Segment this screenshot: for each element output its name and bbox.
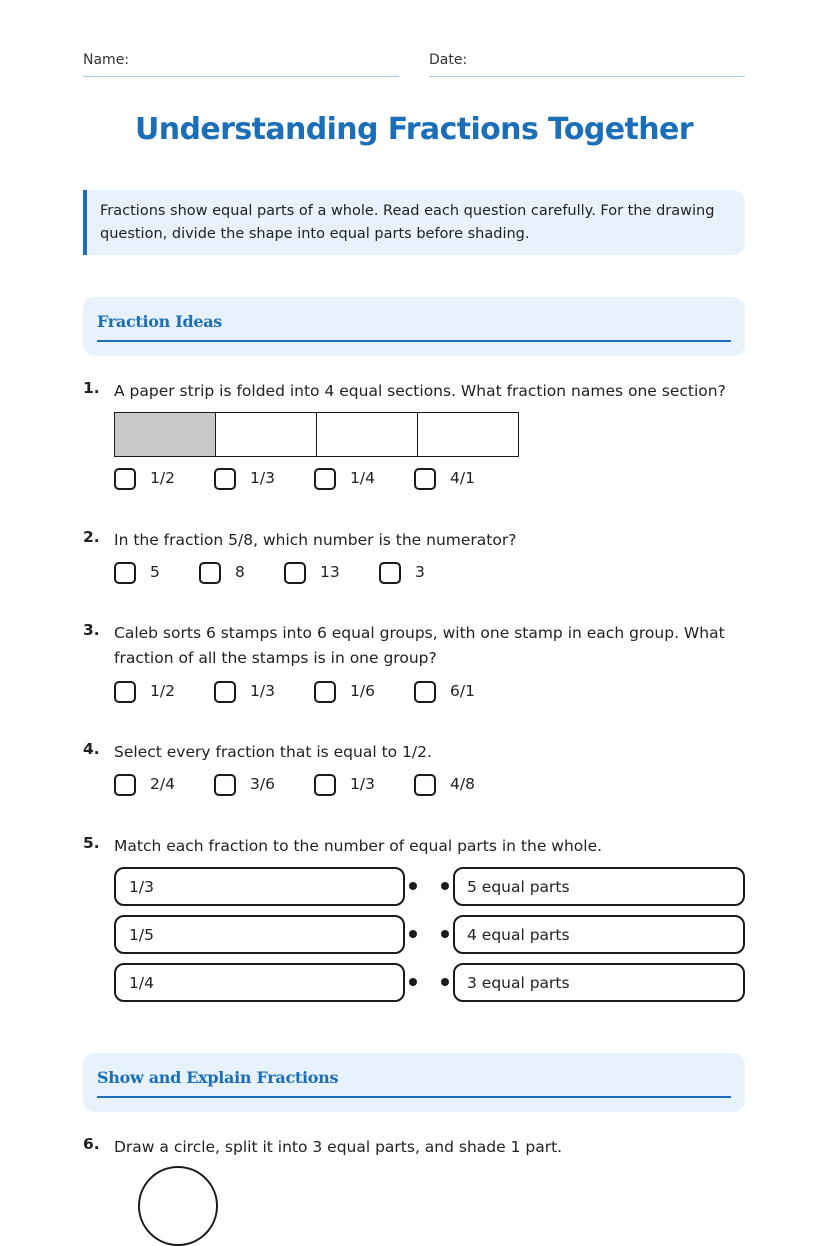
checkbox[interactable] xyxy=(114,562,136,584)
option-label: 5 xyxy=(150,563,160,581)
section-show-and-explain xyxy=(83,1053,745,1112)
checkbox[interactable] xyxy=(414,468,436,490)
option-label: 3 xyxy=(415,563,425,581)
name-field[interactable] xyxy=(83,52,399,77)
checkbox[interactable] xyxy=(214,681,236,703)
section-title: Fraction Ideas xyxy=(97,312,222,331)
question-text: In the fraction 5/8, which number is the numerator? xyxy=(114,531,517,549)
checkbox[interactable] xyxy=(414,681,436,703)
option-label: 3/6 xyxy=(250,775,275,793)
match-left-anchor[interactable] xyxy=(409,882,417,890)
question-number: 4. xyxy=(83,740,100,758)
question-text: Select every fraction that is equal to 1/2. xyxy=(114,743,432,761)
checkbox[interactable] xyxy=(114,468,136,490)
option-label: 1/3 xyxy=(250,682,275,700)
checkbox[interactable] xyxy=(114,681,136,703)
match-right-item[interactable]: 5 equal parts xyxy=(453,867,745,906)
student-info-row xyxy=(83,52,745,78)
checkbox[interactable] xyxy=(314,681,336,703)
checkbox[interactable] xyxy=(314,468,336,490)
section-divider xyxy=(97,340,731,342)
match-left-item[interactable]: 1/5 xyxy=(114,915,405,954)
match-right-item[interactable]: 3 equal parts xyxy=(453,963,745,1002)
strip-section xyxy=(418,413,518,456)
match-right-item[interactable]: 4 equal parts xyxy=(453,915,745,954)
option-label: 6/1 xyxy=(450,682,475,700)
question-number: 6. xyxy=(83,1135,100,1153)
match-left-item[interactable]: 1/4 xyxy=(114,963,405,1002)
worksheet-title: Understanding Fractions Together xyxy=(134,112,693,147)
option-label: 4/1 xyxy=(450,469,475,487)
strip-section xyxy=(216,413,317,456)
option-label: 8 xyxy=(235,563,245,581)
match-right-anchor[interactable] xyxy=(441,930,449,938)
question-text: Caleb sorts 6 stamps into 6 equal groups, with one stamp in each group. What fraction of all the stamps is in one group? xyxy=(114,624,725,667)
section-title: Show and Explain Fractions xyxy=(97,1068,339,1087)
match-left-anchor[interactable] xyxy=(409,978,417,986)
option-label: 1/3 xyxy=(250,469,275,487)
option-label: 1/2 xyxy=(150,469,175,487)
checkbox[interactable] xyxy=(414,774,436,796)
section-fraction-ideas xyxy=(83,297,745,356)
question-text: Draw a circle, split it into 3 equal parts, and shade 1 part. xyxy=(114,1138,563,1156)
checkbox[interactable] xyxy=(114,774,136,796)
question-text: A paper strip is folded into 4 equal sections. What fraction names one section? xyxy=(114,382,726,400)
question-number: 5. xyxy=(83,834,100,852)
date-label: Date: xyxy=(429,52,468,68)
match-left-item[interactable]: 1/3 xyxy=(114,867,405,906)
checkbox[interactable] xyxy=(214,774,236,796)
question-text: Match each fraction to the number of equal parts in the whole. xyxy=(114,837,603,855)
match-right-anchor[interactable] xyxy=(441,978,449,986)
option-label: 1/4 xyxy=(350,469,375,487)
match-right-anchor[interactable] xyxy=(441,882,449,890)
option-label: 1/6 xyxy=(350,682,375,700)
checkbox[interactable] xyxy=(379,562,401,584)
section-divider xyxy=(97,1096,731,1098)
question-number: 1. xyxy=(83,379,100,397)
drawing-circle[interactable] xyxy=(138,1166,218,1246)
strip-section-shaded xyxy=(115,413,216,456)
instructions-box: Fractions show equal parts of a whole. Read each question carefully. For the drawing question, divide the shape into equal parts before shading. xyxy=(83,190,745,255)
option-label: 1/2 xyxy=(150,682,175,700)
option-label: 2/4 xyxy=(150,775,175,793)
option-label: 13 xyxy=(320,563,340,581)
checkbox[interactable] xyxy=(199,562,221,584)
checkbox[interactable] xyxy=(214,468,236,490)
strip-section xyxy=(317,413,418,456)
option-label: 1/3 xyxy=(350,775,375,793)
checkbox[interactable] xyxy=(284,562,306,584)
paper-strip-diagram xyxy=(114,412,519,457)
checkbox[interactable] xyxy=(314,774,336,796)
question-number: 3. xyxy=(83,621,100,639)
option-label: 4/8 xyxy=(450,775,475,793)
match-left-anchor[interactable] xyxy=(409,930,417,938)
question-number: 2. xyxy=(83,528,100,546)
date-field[interactable] xyxy=(429,52,745,77)
name-label: Name: xyxy=(83,52,130,68)
